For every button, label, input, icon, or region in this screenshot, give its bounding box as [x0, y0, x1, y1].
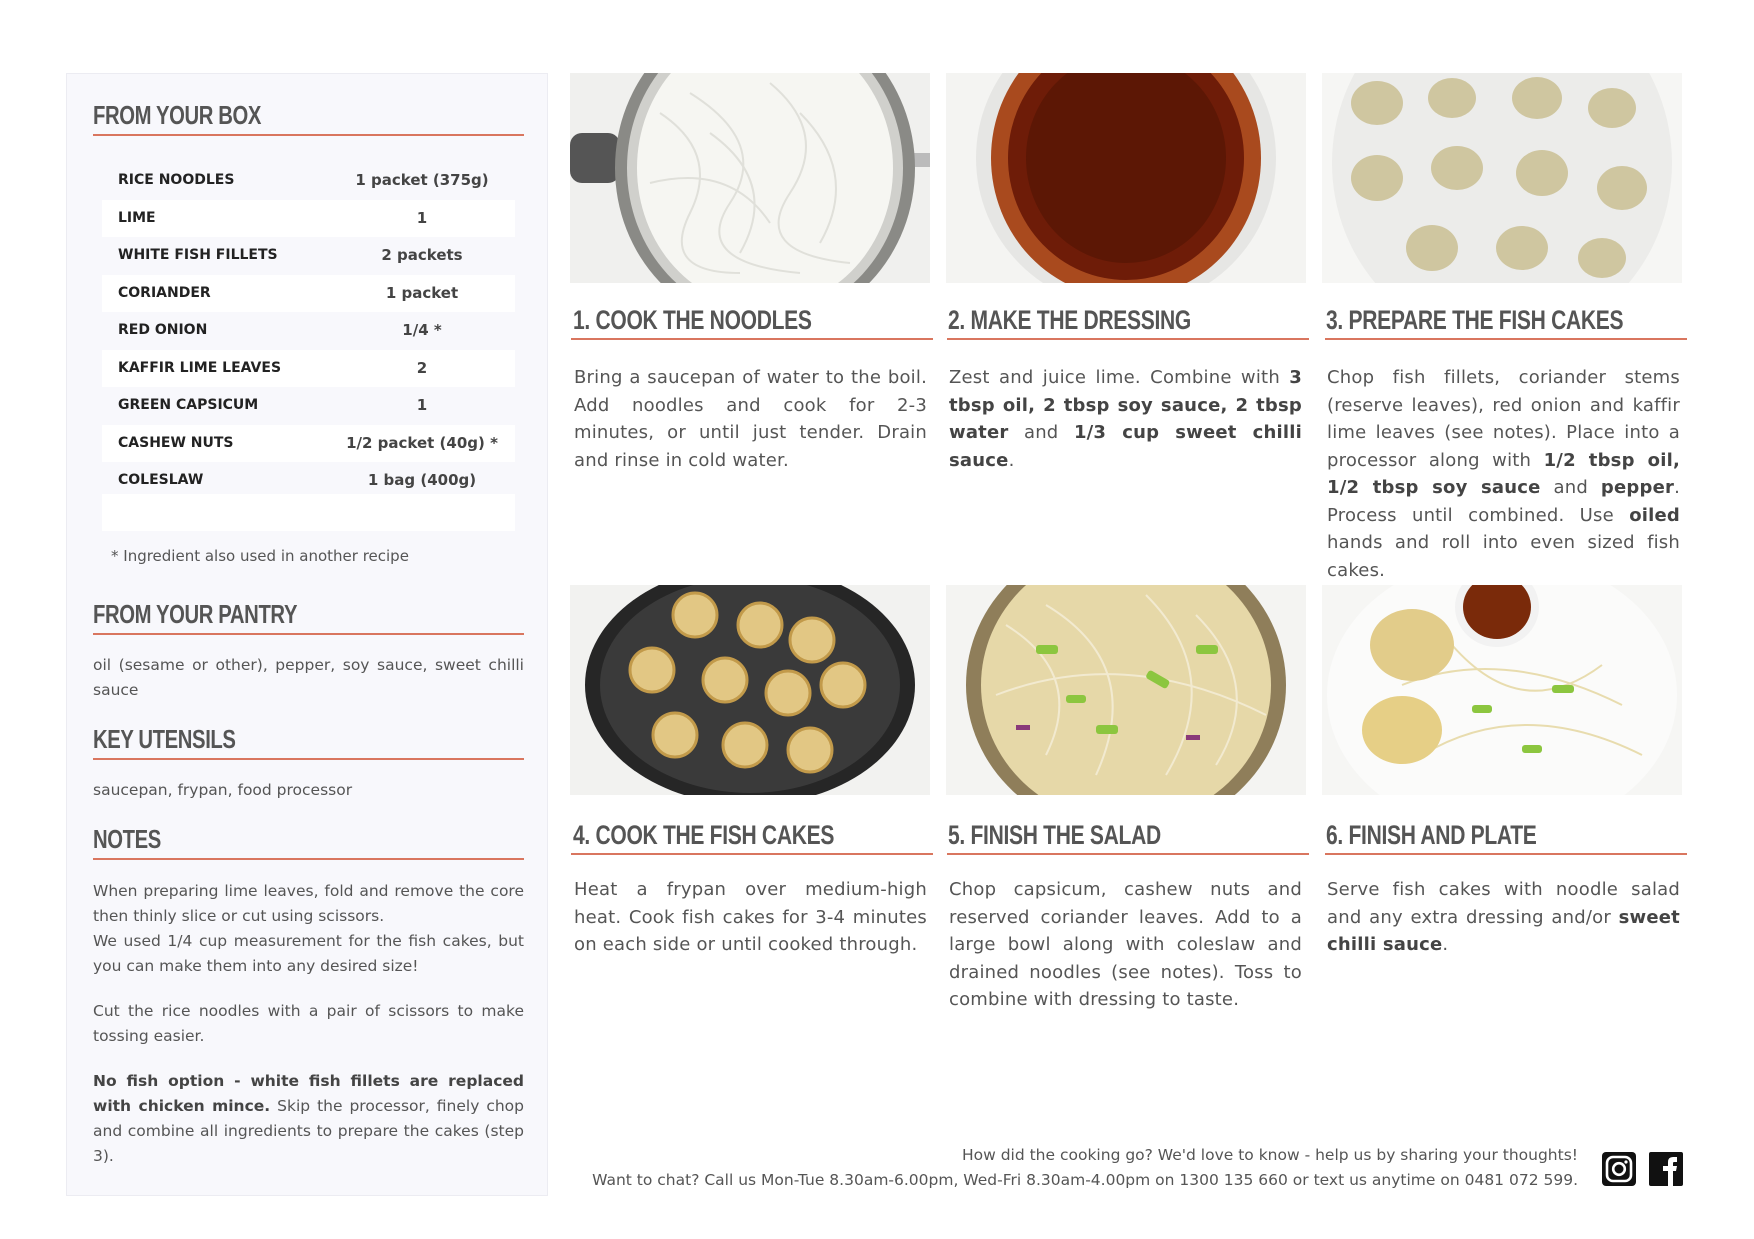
notes-heading: NOTES [93, 824, 161, 854]
key-utensils-heading: KEY UTENSILS [93, 724, 236, 754]
ingredient-row [102, 162, 515, 199]
ingredient-name: CORIANDER [118, 284, 211, 301]
photo-frying-fish-cakes [570, 585, 930, 795]
ingredient-name: COLESLAW [118, 472, 204, 488]
step-rule [947, 853, 1309, 855]
note-lime-leaves: When preparing lime leaves, fold and remove the core then thinly slice or cut using scissors. [93, 882, 524, 925]
ingredient-quantity: 1/4 * [402, 321, 442, 339]
ingredient-name: CASHEW NUTS [118, 434, 234, 451]
ingredient-name: RICE NOODLES [118, 172, 235, 188]
ingredient-quantity: 2 packets [381, 246, 463, 264]
step-text-emphasis: oiled [1629, 504, 1680, 526]
ingredient-name: RED ONION [118, 322, 208, 338]
note-rice-noodles: Cut the rice noodles with a pair of scissors to make tossing easier. [93, 1002, 524, 1045]
step-5-title: 5. FINISH THE SALAD [948, 820, 1161, 850]
ingredient-row [102, 350, 515, 387]
heading-rule [93, 758, 524, 760]
ingredient-row [102, 275, 515, 312]
step-2-title: 2. MAKE THE DRESSING [948, 305, 1192, 335]
step-text-emphasis: 1/3 cup sweet chilli sauce [949, 422, 1302, 471]
step-rule [571, 338, 933, 340]
step-text-run: and [1540, 477, 1601, 498]
step-text-run: . [1008, 449, 1015, 471]
facebook-icon[interactable] [1647, 1150, 1685, 1188]
ingredient-row [102, 425, 515, 462]
step-text-run: . [1442, 934, 1449, 955]
note-no-fish-rest: Skip the processor, finely chop and combine all ingredients to prepare the cakes (step 3). [93, 1097, 524, 1165]
ingredient-row-empty [102, 494, 515, 531]
step-text-run: Bring a saucepan of water to the boil. Add noodles and cook for 2-3 minutes, or until just tender. Drain and rinse in cold water. [574, 367, 927, 471]
ingredient-quantity: 1 packet (375g) [355, 171, 489, 189]
from-your-pantry-heading: FROM YOUR PANTRY [93, 599, 298, 629]
pantry-text: oil (sesame or other), pepper, soy sauce, sweet chilli sauce [93, 656, 524, 699]
heading-rule [93, 134, 524, 136]
photo-noodles-in-pot [570, 73, 930, 283]
ingredient-quantity: 1 [416, 396, 428, 414]
ingredients-sidebar [66, 73, 548, 1196]
step-2-text [949, 364, 1302, 474]
step-rule [947, 338, 1309, 340]
ingredient-row [102, 387, 515, 424]
step-1-text [574, 364, 927, 474]
feedback-line: How did the cooking go? We'd love to know - help us by sharing your thoughts! [961, 1146, 1578, 1164]
note-no-fish-bold: No fish option - white fish fillets are replaced with chicken mince. [93, 1072, 524, 1115]
step-text-run: and [1008, 422, 1074, 443]
step-4-title: 4. COOK THE FISH CAKES [573, 820, 835, 850]
ingredient-quantity: 1 bag (400g) [367, 471, 477, 489]
step-text-run: Serve fish cakes with noodle salad and any extra dressing and/or [1327, 879, 1680, 928]
ingredient-quantity: 1 [416, 208, 428, 227]
step-rule [1325, 853, 1687, 855]
ingredient-quantity: 2 [416, 358, 428, 377]
step-text-run: . Process until combined. Use [1327, 477, 1680, 526]
step-4-text [574, 876, 927, 959]
contact-line: Want to chat? Call us Mon-Tue 8.30am-6.00pm, Wed-Fri 8.30am-4.00pm on 1300 135 660 or text us anytime on 0481 072 599. [592, 1171, 1578, 1189]
step-text-emphasis: 3 tbsp oil, 2 tbsp soy sauce, 2 tbsp water [949, 367, 1302, 443]
note-fish-cake-size: We used 1/4 cup measurement for the fish cakes, but you can make them into any desired size! [93, 932, 524, 975]
footnote: * Ingredient also used in another recipe [111, 547, 409, 565]
step-6-title: 6. FINISH AND PLATE [1326, 820, 1537, 850]
ingredient-name: GREEN CAPSICUM [118, 397, 259, 413]
step-text-run: Zest and juice lime. Combine with [949, 367, 1290, 388]
step-rule [571, 853, 933, 855]
ingredient-row [102, 200, 515, 237]
step-text-run: Chop fish fillets, coriander stems (reserve leaves), red onion and kaffir lime leaves (see notes). Place into a processor along with [1327, 367, 1680, 471]
instagram-icon[interactable] [1600, 1150, 1638, 1188]
step-text-emphasis: 1/2 tbsp oil, 1/2 tbsp soy sauce [1327, 449, 1681, 498]
ingredient-name: LIME [118, 209, 156, 226]
photo-plated-dish [1322, 585, 1682, 795]
note-no-fish-option [93, 1069, 524, 1169]
step-3-title: 3. PREPARE THE FISH CAKES [1326, 305, 1624, 335]
ingredient-quantity: 1/2 packet (40g) * [346, 433, 498, 452]
ingredient-name: WHITE FISH FILLETS [118, 247, 278, 263]
step-3-text [1327, 364, 1680, 584]
ingredient-quantity: 1 packet [385, 283, 459, 302]
step-text-run: Heat a frypan over medium-high heat. Cook fish cakes for 3-4 minutes on each side or until cooked through. [574, 879, 927, 955]
step-text-run: Chop capsicum, cashew nuts and reserved coriander leaves. Add to a large bowl along with coleslaw and drained noodles (see notes). Toss to combine with dressing to taste. [949, 879, 1302, 1010]
photo-dressing-bowl [946, 73, 1306, 283]
ingredient-row [102, 312, 515, 349]
step-6-text [1327, 876, 1680, 959]
step-text-run: hands and roll into even sized fish cakes. [1327, 532, 1680, 581]
ingredient-name: KAFFIR LIME LEAVES [118, 359, 282, 376]
step-rule [1325, 338, 1687, 340]
from-your-box-heading: FROM YOUR BOX [93, 100, 262, 130]
utensils-text: saucepan, frypan, food processor [93, 781, 353, 799]
step-text-emphasis: sweet chilli sauce [1327, 906, 1680, 955]
step-1-title: 1. COOK THE NOODLES [573, 305, 812, 335]
heading-rule [93, 633, 524, 635]
ingredient-row [102, 237, 515, 274]
photo-noodle-salad [946, 585, 1306, 795]
step-5-text [949, 876, 1302, 1014]
heading-rule [93, 858, 524, 860]
step-text-emphasis: pepper [1600, 477, 1675, 498]
photo-raw-fish-cakes [1322, 73, 1682, 283]
